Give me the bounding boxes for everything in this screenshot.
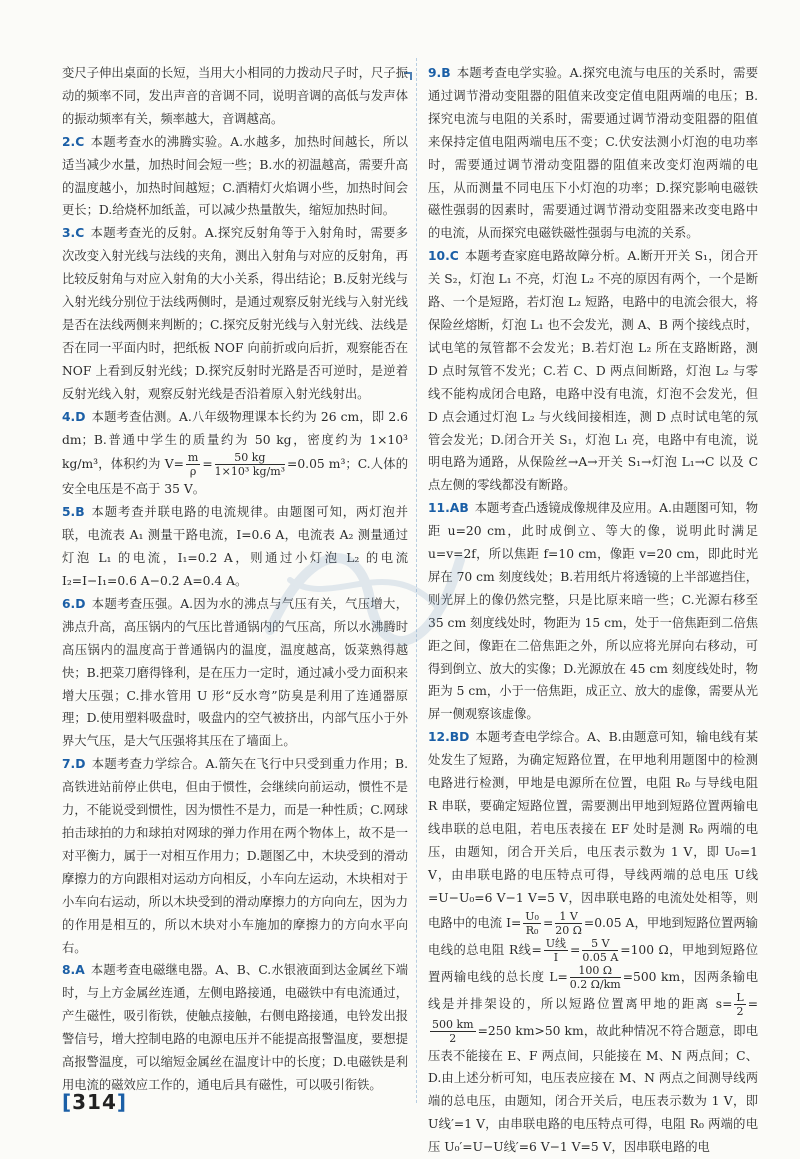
fraction: $\frac{500 km}{2}$: [432, 1017, 474, 1045]
answer-text: 本题考查光的反射。A.探究反射角等于入射角时，需要多次改变入射光线与法线的夹角，测出入射角与对应的反射角，再比较反射角与对应入射角的大小关系，得出结论；B.反射光线与入射光线分别位于法线两侧时，是通过观察反射光线与入射光线是否在法线两侧来判断的；C.探究反射光线与入射光线、法线是否在同一平面内时，把纸板 NOF 向前折或向后折，观察能否在 NOF 上看到反射光线；D.探究反射时光路是否可逆时，是逆着反射光线入射，观察反射光线是否沿着原入射光线射出。: [62, 226, 408, 401]
answer-text: =100 Ω，甲地到短路位置两输电线的总长度 L=: [428, 942, 758, 984]
question-number: 3.: [62, 226, 76, 241]
answer-text: 本题考查水的沸腾实验。A.水越多，加热时间越长，所以适当减少水量，加热时间会短一些；B.水的初温越高，需要升高的温度越小，加热时间越短；C.酒精灯火焰调小些，加热时间会更长；D.给烧杯加纸盖，可以减少热量散失，缩短加热时间。: [62, 134, 408, 218]
answer-choice: AB: [449, 501, 469, 516]
fraction: $\frac{L}{2}$: [736, 990, 744, 1018]
answer-choice: A: [75, 963, 85, 978]
answer-choice: D: [75, 757, 86, 772]
fraction: $\frac{5 V}{0.05 A}$: [582, 936, 619, 964]
answer-text: 本题考查估测。A.八年级物理课本长约为 26 cm，即 2.6 dm；B.普通中学生的质量约为 50 kg，密度约为 1×10³ kg/m³，体积约为 V=: [62, 409, 408, 472]
answer-choice: B: [441, 66, 451, 80]
column-divider: [416, 58, 417, 1103]
question-number: 9.: [428, 66, 442, 80]
answer-text: =0.05 m³；C.人体的安全电压是不高于 35 V。: [62, 457, 409, 497]
answer-text: 本题考查电学综合。A、B.由题意可知，输电线有某处发生了短路，为确定短路位置，在甲地利用题图中的检测电路进行检测，甲地是电源所在位置，电阻 R₀ 与导线电阻 R 串联，要确定短路位置，需要测出甲地到短路位置两输电线串联的总电阻，若电压表接在 EF 处时是测 R₀ 两端的电压，由题知，闭合开关后，电压表示数为 1 V，即 U₀=1 V，由串联电路的电压特点可得，导线两端的总电压 U线=U−U₀=6 V−1 V=5 V，因串联电路的电流处处相等，则电路中的电流 I=: [428, 730, 758, 930]
answer-10: [428, 245, 758, 497]
answer-7: [62, 753, 408, 959]
answer-12: 12.BD 本题考查电学综合。A、B.由题意可知，输电线有某处发生了短路，为确定短路位置，在甲地利用题图中的检测电路进行检测，甲地是电源所在位置，电阻 R₀ 与导线电阻 R 串联，要确定短路位置，需要测出甲地到短路位置两输电线串联的总电阻，若电压表接在 EF 处时是测 R₀ 两端的电压，由题知，闭合开关后，电压表示数为 1 V，即 U₀=1 V，由串联电路的电压特点可得，导线两端的总电压 U线=U−U₀=6 V−1 V=5 V，因串联电路的电流处处相等，则电路中的电流 I= $\frac{\text{U₀}}{\text{R₀}}$ = $\frac{1 V}{20 \Omega}$ =0.05 A，甲地到短路位置两输电线的总电阻 R线= $\frac{\text{U线}}{I}$ = $\frac{5 V}{0.05 A}$ =100 Ω，甲地到短路位置两输电线的总长度 L= $\frac{100 \Omega}{0.2 \Omega/km}$ =500 km，因两条输电线是并排架设的，所以短路位置离甲地的距离 s= $\frac{L}{2}$ = $\frac{500 km}{2}$ =250 km>50 km，故此种情况不符合题意，即电压表不能接在 E、F 两点间，只能接在 M、N 两点间；C、D.由上述分析可知，电压表应接在 M、N 两点之间测导线两端的总电压，由题知，闭合开关后，电压表示数为 1 V，即 U线′=1 V，由串联电路的电压特点可得，电阻 R₀ 两端的电压 U₀′=U−U线′=6 V−1 V=5 V，因串联电路的电: [428, 730, 758, 1155]
answer-5: [62, 501, 408, 593]
fraction: $\frac{m}{\rho}$: [187, 451, 199, 479]
answer-choice: BD: [449, 730, 470, 745]
question-number: 7.: [62, 757, 76, 772]
fraction: $\frac{\text{U线}}{I}$: [545, 936, 567, 964]
fraction: $\frac{50 kg}{\text{1×10³ kg/m³}}$: [214, 451, 286, 479]
fraction: $\frac{100 \Omega}{0.2 \Omega/km}$: [569, 963, 621, 991]
answer-8: [62, 959, 408, 1096]
answer-choice: D: [75, 409, 86, 424]
answer-text: 本题考查家庭电路故障分析。A.断开开关 S₁，闭合开关 S₂，灯泡 L₁ 不亮，灯泡 L₂ 不亮的原因有两个，一个是断路、一个是短路，若灯泡 L₂ 短路，电路中的电流会很大，将保险丝熔断，灯泡 L₁ 也不会发光，测 A、B 两个接线点时，试电笔的氖管都不会发光；B.若灯泡 L₂ 所在支路断路，测 D 点时氖管不发光；C.若 C、D 两点间断路，灯泡 L₂ 与零线不能构成闭合电路，电路中没有电流，灯泡不会发光，但 D 点会通过灯泡 L₂ 与火线间接相连，测 D 点时试电笔的氖管会发光；D.闭合开关 S₁，灯泡 L₁ 亮，电路中有电流，说明电路为通路，从保险丝→A→开关 S₁→灯泡 L₁→C 以及 C 点左侧的零线都没有断路。: [428, 249, 758, 493]
answer-text: 本题考查电学实验。A.探究电流与电压的关系时，需要通过调节滑动变阻器的阻值来改变定值电阻两端的电压；B.探究电流与电阻的关系时，需要通过调节滑动变阻器的阻值来保持定值电阻两端电压不变；C.伏安法测小灯泡的电功率时，需要通过调节滑动变阻器的阻值来改变灯泡两端的电压，从而测量不同电压下小灯泡的功率；D.探究影响电磁铁磁性强弱的因素时，需要通过调节滑动变阻器来改变电路中的电流，从而探究电磁铁磁性强弱与电流的关系。: [428, 66, 758, 241]
answer-text: =500 km，因两条输电线是并排架设的，所以短路位置离甲地的距离 s=: [428, 969, 758, 1011]
answer-1-continued: 变尺子伸出桌面的长短，当用大小相同的力拨动尺子时，尺子振动的频率不同，发出声音的音调不同，说明音调的高低与发声体的振动频率有关，频率越大，音调越高。: [62, 66, 408, 126]
answer-choice: B: [75, 505, 85, 520]
answer-11: [428, 497, 758, 726]
answer-text: =0.05 A，甲地到短路位置两输电线的总电阻 R线=: [428, 915, 758, 957]
answer-text: 本题考查凸透镜成像规律及应用。A.由题图可知，物距 u=20 cm，此时成倒立、等大的像，说明此时满足 u=v=2f，所以焦距 f=10 cm，像距 v=20 cm，即此时光屏在 70 cm 刻度线处；B.若用纸片将透镜的上半部遮挡住，则光屏上的像仍然完整，只是比原来暗一些；C.光源右移至 35 cm 刻度线处时，物距为 15 cm，处于一倍焦距到二倍焦距之间，像距在二倍焦距之外，所以应将光屏向右移动，可得到倒立、放大的实像；D.光源放在 45 cm 刻度线处时，物距为 5 cm，小于一倍焦距，成正立、放大的虚像，需要从光屏一侧观察该虚像。: [428, 501, 759, 722]
question-number: 2.: [62, 134, 76, 149]
answer-choice: C: [75, 226, 85, 241]
answer-choice: C: [75, 134, 85, 149]
answer-4: 4.D 本题考查估测。A.八年级物理课本长约为 26 cm，即 2.6 dm；B.普通中学生的质量约为 50 kg，密度约为 1×10³ kg/m³，体积约为 V= $\frac{m}{\rho}$ = $\frac{50 kg}{\text{1×10³ kg/m³}}$ =0.05 m³；C.人体的安全电压是不高于 35 V。: [62, 409, 409, 497]
answer-text: 本题考查并联电路的电流规律。由题图可知，两灯泡并联，电流表 A₁ 测量干路电流，I=0.6 A，电流表 A₂ 测量通过灯泡 L₁ 的电流，I₁=0.2 A，则通过小灯泡 L₂ 的电流 I₂=I−I₁=0.6 A−0.2 A=0.4 A。: [62, 505, 408, 589]
answer-6: [62, 593, 408, 753]
fraction: $\frac{1 V}{20 \Omega}$: [555, 909, 582, 937]
fraction: $\frac{\text{U₀}}{\text{R₀}}$: [525, 909, 539, 937]
answer-3: [62, 222, 408, 405]
answer-text: 本题考查电磁继电器。A、B、C.水银液面到达金属丝下端时，与上方金属丝连通，左侧电路接通，电磁铁中有电流通过，产生磁性，吸引衔铁，使触点接触，右侧电路接通，电铃发出报警信号，增大控制电路的电源电压并不能提高报警温度，要想提高报警温度，可以缩短金属丝在温度计中的长度；D.电磁铁是利用电流的磁效应工作的，通电后具有磁性，可以吸引衔铁。: [62, 963, 408, 1092]
right-column: [428, 62, 758, 1159]
answer-text: 本题考查力学综合。A.箭矢在飞行中只受到重力作用；B.高铁进站前停止供电，但由于惯性，会继续向前运动，惯性不是力，不能说受到惯性，因为惯性不是力，而是一种性质；C.网球拍击球拍的力和球拍对网球的弹力作用在两个物体上，故不是一对平衡力，属于一对相互作用力；D.题图乙中，木块受到的滑动摩擦力的方向跟相对运动方向相反，小车向左运动，木块相对于小车向右运动，所以木块受到的滑动摩擦力的方向向左，因为力的作用是相互的，所以木块对小车施加的摩擦力的方向水平向右。: [62, 757, 408, 955]
question-number: 5.: [62, 505, 76, 520]
answer-choice: D: [75, 596, 86, 611]
page-number: [314]: [62, 1090, 128, 1114]
question-number: 10.: [428, 249, 450, 264]
question-number: 12.: [428, 730, 450, 745]
answer-text: 本题考查压强。A.因为水的沸点与气压有关，气压增大，沸点升高，高压锅内的气压比普通锅内的气压高，所以水沸腾时高压锅内的温度高于普通锅内的温度，温度越高，饭菜熟得越快；B.把菜刀磨得锋利，是在压力一定时，通过减小受力面积来增大压强；C.排水管用 U 形“反水弯”防臭是利用了连通器原理；D.使用塑料吸盘时，吸盘内的空气被挤出，内部气压小于外界大气压，是大气压强将其压在了墙面上。: [62, 596, 408, 749]
question-number: 8.: [62, 963, 76, 978]
answer-text: =250 km>50 km，故此种情况不符合题意，即电压表不能接在 E、F 两点间，只能接在 M、N 两点间；C、D.由上述分析可知，电压表应接在 M、N 两点之间测导线两端的总电压，由题知，闭合开关后，电压表示数为 1 V，即 U线′=1 V，由串联电路的电压特点可得，电阻 R₀ 两端的电压 U₀′=U−U线′=6 V−1 V=5 V，因串联电路的电: [428, 1023, 758, 1155]
answer-choice: C: [449, 249, 459, 264]
answer-9: [428, 62, 758, 245]
answer-2: [62, 131, 408, 223]
question-number: 11.: [428, 501, 450, 516]
left-column: [62, 62, 408, 1097]
question-number: 4.: [62, 409, 76, 424]
question-number: 6.: [62, 596, 76, 611]
